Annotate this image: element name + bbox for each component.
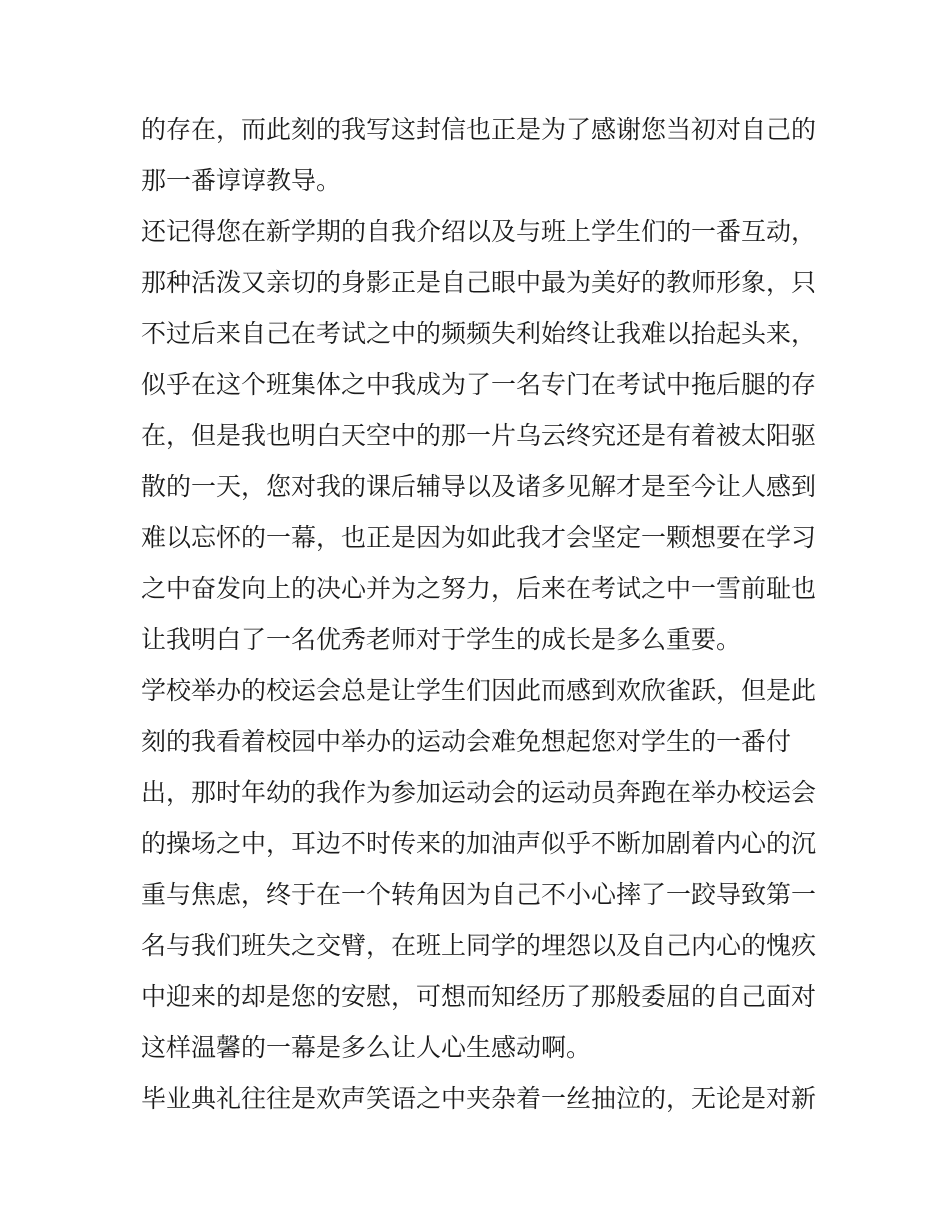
text-line: 学校举办的校运会总是让学生们因此而感到欢欣雀跃，但是此 xyxy=(141,676,817,705)
text-line: 刻的我看着校园中举办的运动会难免想起您对学生的一番付 xyxy=(141,727,792,756)
text-line: 名与我们班失之交臂，在班上同学的埋怨以及自己内心的愧疚 xyxy=(141,931,817,960)
document-body xyxy=(141,104,841,1124)
text-line: 毕业典礼往往是欢声笑语之中夹杂着一丝抽泣的，无论是对新 xyxy=(141,1084,817,1113)
text-line: 的操场之中，耳边不时传来的加油声似乎不断加剧着内心的沉 xyxy=(141,829,817,858)
text-line: 之中奋发向上的决心并为之努力，后来在考试之中一雪前耻也 xyxy=(141,574,817,603)
text-line: 的存在，而此刻的我写这封信也正是为了感谢您当初对自己的 xyxy=(141,115,817,144)
text-line: 还记得您在新学期的自我介绍以及与班上学生们的一番互动， xyxy=(141,217,817,246)
text-line: 这样温馨的一幕是多么让人心生感动啊。 xyxy=(141,1033,592,1062)
text-line: 在，但是我也明白天空中的那一片乌云终究还是有着被太阳驱 xyxy=(141,421,817,450)
text-line: 重与焦虑，终于在一个转角因为自己不小心摔了一跤导致第一 xyxy=(141,880,817,909)
text-line: 中迎来的却是您的安慰，可想而知经历了那般委屈的自己面对 xyxy=(141,982,817,1011)
text-line: 出，那时年幼的我作为参加运动会的运动员奔跑在举办校运会 xyxy=(141,778,817,807)
text-line: 那一番谆谆教导。 xyxy=(141,166,342,195)
text-line: 难以忘怀的一幕，也正是因为如此我才会坚定一颗想要在学习 xyxy=(141,523,817,552)
text-line: 让我明白了一名优秀老师对于学生的成长是多么重要。 xyxy=(141,625,742,654)
text-line: 散的一天，您对我的课后辅导以及诸多见解才是至今让人感到 xyxy=(141,472,817,501)
text-line: 似乎在这个班集体之中我成为了一名专门在考试中拖后腿的存 xyxy=(141,370,817,399)
text-line: 不过后来自己在考试之中的频频失利始终让我难以抬起头来， xyxy=(141,319,817,348)
text-line: 那种活泼又亲切的身影正是自己眼中最为美好的教师形象，只 xyxy=(141,268,817,297)
